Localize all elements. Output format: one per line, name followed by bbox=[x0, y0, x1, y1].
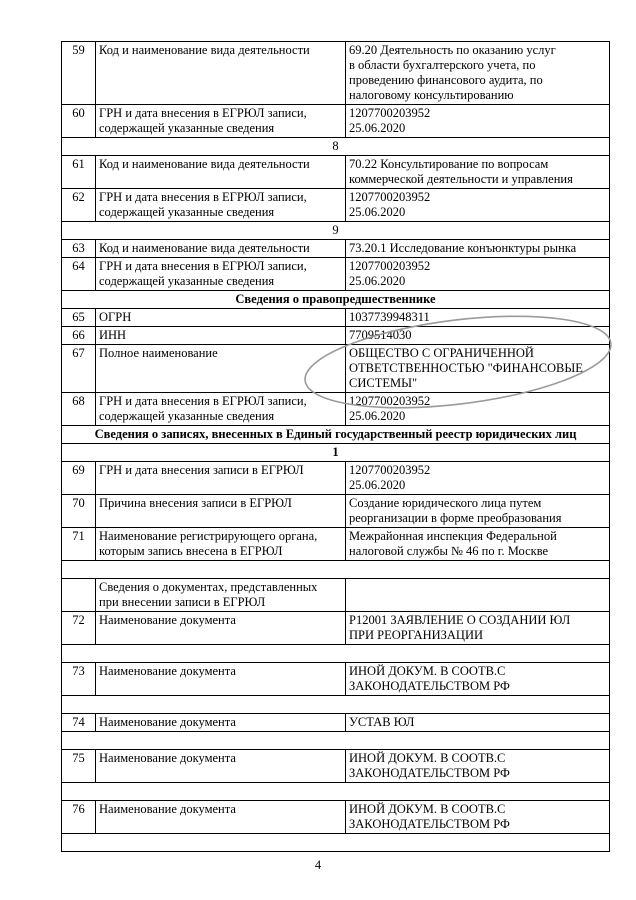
row-number: 76 bbox=[62, 801, 96, 834]
field-label bbox=[96, 156, 346, 189]
row-number: 63 bbox=[62, 240, 96, 258]
row-number: 61 bbox=[62, 156, 96, 189]
field-label-line: Наименование документа bbox=[99, 715, 236, 729]
field-value bbox=[346, 579, 610, 612]
field-value-line: 25.06.2020 bbox=[349, 478, 406, 492]
field-value-line: ИНОЙ ДОКУМ. В СООТВ.С bbox=[349, 802, 506, 816]
row-number: 75 bbox=[62, 750, 96, 783]
table-row bbox=[62, 189, 610, 222]
field-value-line: проведению финансового аудита, по bbox=[349, 73, 543, 87]
field-value-line: УСТАВ ЮЛ bbox=[349, 715, 415, 729]
field-value-line: СИСТЕМЫ" bbox=[349, 376, 418, 390]
field-value-line: ОТВЕТСТВЕННОСТЬЮ "ФИНАНСОВЫЕ bbox=[349, 361, 583, 375]
field-label-line: Наименование документа bbox=[99, 751, 236, 765]
table-row bbox=[62, 240, 610, 258]
field-label bbox=[96, 714, 346, 732]
field-value-line: ОБЩЕСТВО С ОГРАНИЧЕННОЙ bbox=[349, 346, 534, 360]
field-value bbox=[346, 105, 610, 138]
field-label bbox=[96, 258, 346, 291]
table-body bbox=[62, 42, 610, 852]
row-number bbox=[62, 579, 96, 612]
spacer-cell bbox=[62, 783, 610, 801]
field-label-line: Наименование регистрирующего органа, bbox=[99, 529, 318, 543]
field-value bbox=[346, 801, 610, 834]
field-label bbox=[96, 528, 346, 561]
table-row bbox=[62, 495, 610, 528]
field-value bbox=[346, 156, 610, 189]
spacer-cell bbox=[62, 561, 610, 579]
field-label bbox=[96, 240, 346, 258]
field-value-line: 1207700203952 bbox=[349, 190, 431, 204]
table-row bbox=[62, 156, 610, 189]
field-value-line: 25.06.2020 bbox=[349, 409, 406, 423]
field-value-line: Создание юридического лица путем bbox=[349, 496, 542, 510]
table-row bbox=[62, 105, 610, 138]
field-value-line: 7709514030 bbox=[349, 328, 412, 342]
field-value-line: 1207700203952 bbox=[349, 394, 431, 408]
field-value bbox=[346, 714, 610, 732]
field-label-line: Полное наименование bbox=[99, 346, 218, 360]
field-value-line: в области бухгалтерского учета, по bbox=[349, 58, 536, 72]
field-value bbox=[346, 612, 610, 645]
field-label-line: содержащей указанные сведения bbox=[99, 205, 275, 219]
field-label-line: ГРН и дата внесения в ЕГРЮЛ записи, bbox=[99, 394, 307, 408]
field-value bbox=[346, 462, 610, 495]
spacer-cell bbox=[62, 732, 610, 750]
row-number: 70 bbox=[62, 495, 96, 528]
spacer-row bbox=[62, 645, 610, 663]
field-label bbox=[96, 612, 346, 645]
field-value-line: ЗАКОНОДАТЕЛЬСТВОМ РФ bbox=[349, 817, 510, 831]
field-label bbox=[96, 42, 346, 105]
section-header: Сведения о записях, внесенных в Единый государственный реестр юридических лиц bbox=[62, 426, 610, 444]
field-label-line: Наименование документа bbox=[99, 802, 236, 816]
field-label bbox=[96, 801, 346, 834]
row-number: 68 bbox=[62, 393, 96, 426]
field-value bbox=[346, 528, 610, 561]
row-number: 64 bbox=[62, 258, 96, 291]
field-label-line: ГРН и дата внесения в ЕГРЮЛ записи, bbox=[99, 190, 307, 204]
field-label-line: ИНН bbox=[99, 328, 127, 342]
field-label-line: Наименование документа bbox=[99, 664, 236, 678]
field-label bbox=[96, 462, 346, 495]
spacer-row bbox=[62, 561, 610, 579]
field-label-line: содержащей указанные сведения bbox=[99, 121, 275, 135]
field-label bbox=[96, 663, 346, 696]
table-row bbox=[62, 528, 610, 561]
field-label bbox=[96, 189, 346, 222]
section-header-row bbox=[62, 222, 610, 240]
section-header-row bbox=[62, 291, 610, 309]
field-value bbox=[346, 258, 610, 291]
field-value bbox=[346, 495, 610, 528]
spacer-cell bbox=[62, 696, 610, 714]
table-row bbox=[62, 462, 610, 495]
field-value-line: 69.20 Деятельность по оказанию услуг bbox=[349, 43, 556, 57]
field-value bbox=[346, 240, 610, 258]
table-row bbox=[62, 258, 610, 291]
field-value-line: налоговому консультированию bbox=[349, 88, 514, 102]
spacer-cell bbox=[62, 645, 610, 663]
field-value-line: 25.06.2020 bbox=[349, 121, 406, 135]
table-row bbox=[62, 579, 610, 612]
field-label bbox=[96, 750, 346, 783]
field-label-line: при внесении записи в ЕГРЮЛ bbox=[99, 595, 266, 609]
row-number: 73 bbox=[62, 663, 96, 696]
field-label-line: Наименование документа bbox=[99, 613, 236, 627]
table-row bbox=[62, 612, 610, 645]
field-value-line: ПРИ РЕОРГАНИЗАЦИИ bbox=[349, 628, 484, 642]
spacer-cell bbox=[62, 834, 610, 852]
row-number: 69 bbox=[62, 462, 96, 495]
table-row bbox=[62, 42, 610, 105]
table-row bbox=[62, 663, 610, 696]
egrul-extract-table bbox=[61, 41, 610, 852]
section-header-row bbox=[62, 444, 610, 462]
field-value-line: 25.06.2020 bbox=[349, 274, 406, 288]
field-label bbox=[96, 579, 346, 612]
row-number: 72 bbox=[62, 612, 96, 645]
field-value bbox=[346, 42, 610, 105]
table-row bbox=[62, 801, 610, 834]
field-label-line: ГРН и дата внесения записи в ЕГРЮЛ bbox=[99, 463, 304, 477]
section-header: Сведения о правопредшественнике bbox=[62, 291, 610, 309]
field-value bbox=[346, 663, 610, 696]
field-value-line: налоговой службы № 46 по г. Москве bbox=[349, 544, 549, 558]
stamp-ellipse bbox=[300, 310, 616, 410]
oval-stamp-mark bbox=[300, 310, 620, 410]
field-label-line: Код и наименование вида деятельности bbox=[99, 43, 310, 57]
row-number: 66 bbox=[62, 327, 96, 345]
field-label-line: Код и наименование вида деятельности bbox=[99, 241, 310, 255]
field-value-line: 1207700203952 bbox=[349, 259, 431, 273]
row-number: 60 bbox=[62, 105, 96, 138]
field-value-line: Р12001 ЗАЯВЛЕНИЕ О СОЗДАНИИ ЮЛ bbox=[349, 613, 571, 627]
field-value-line: ЗАКОНОДАТЕЛЬСТВОМ РФ bbox=[349, 766, 510, 780]
field-value-line: 25.06.2020 bbox=[349, 205, 406, 219]
field-label-line: ОГРН bbox=[99, 310, 132, 324]
spacer-row bbox=[62, 783, 610, 801]
field-value-line: 73.20.1 Исследование конъюнктуры рынка bbox=[349, 241, 577, 255]
section-header-row bbox=[62, 138, 610, 156]
page-number: 4 bbox=[314, 858, 322, 872]
field-label-line: Сведения о документах, представленных bbox=[99, 580, 318, 594]
row-number: 71 bbox=[62, 528, 96, 561]
table-row bbox=[62, 750, 610, 783]
section-header: 8 bbox=[62, 138, 610, 156]
field-label-line: Код и наименование вида деятельности bbox=[99, 157, 310, 171]
field-value-line: ИНОЙ ДОКУМ. В СООТВ.С bbox=[349, 751, 506, 765]
field-value-line: реорганизации в форме преобразования bbox=[349, 511, 562, 525]
field-value-line: 70.22 Консультирование по вопросам bbox=[349, 157, 549, 171]
section-header: 9 bbox=[62, 222, 610, 240]
field-label bbox=[96, 105, 346, 138]
field-value-line: 1207700203952 bbox=[349, 463, 431, 477]
field-value bbox=[346, 750, 610, 783]
table-row bbox=[62, 714, 610, 732]
field-value-line: ИНОЙ ДОКУМ. В СООТВ.С bbox=[349, 664, 506, 678]
row-number: 59 bbox=[62, 42, 96, 105]
row-number: 65 bbox=[62, 309, 96, 327]
spacer-row bbox=[62, 732, 610, 750]
field-label-line: ГРН и дата внесения в ЕГРЮЛ записи, bbox=[99, 259, 307, 273]
spacer-row bbox=[62, 834, 610, 852]
spacer-row bbox=[62, 696, 610, 714]
row-number: 67 bbox=[62, 345, 96, 393]
field-label bbox=[96, 495, 346, 528]
field-label-line: Причина внесения записи в ЕГРЮЛ bbox=[99, 496, 292, 510]
field-value-line: 1207700203952 bbox=[349, 106, 431, 120]
field-value-line: ЗАКОНОДАТЕЛЬСТВОМ РФ bbox=[349, 679, 510, 693]
field-label-line: содержащей указанные сведения bbox=[99, 274, 275, 288]
field-label-line: которым запись внесена в ЕГРЮЛ bbox=[99, 544, 283, 558]
field-label-line: ГРН и дата внесения в ЕГРЮЛ записи, bbox=[99, 106, 307, 120]
field-value-line: Межрайонная инспекция Федеральной bbox=[349, 529, 557, 543]
field-value-line: 1037739948311 bbox=[349, 310, 430, 324]
row-number: 74 bbox=[62, 714, 96, 732]
field-value bbox=[346, 189, 610, 222]
section-header-row bbox=[62, 426, 610, 444]
section-header: 1 bbox=[62, 444, 610, 462]
field-value-line: коммерческой деятельности и управления bbox=[349, 172, 573, 186]
row-number: 62 bbox=[62, 189, 96, 222]
field-label-line: содержащей указанные сведения bbox=[99, 409, 275, 423]
